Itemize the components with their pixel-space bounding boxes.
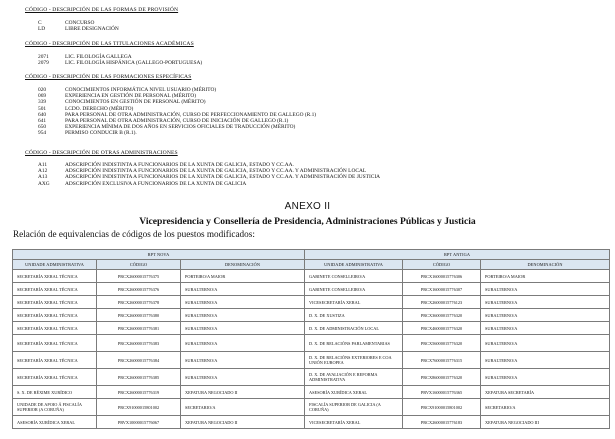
cell-unidade-antiga: GABINETE CONSELLEIRO/A	[305, 283, 403, 296]
column-header-row	[13, 260, 610, 270]
table-row	[13, 309, 610, 322]
section-title-formaciones: CÓDIGO - DESCRIPCIÓN DE LAS FORMACIONES ESPECÍFICAS	[25, 74, 192, 80]
list-item: A12 ADSCRIPCIÓN INDISTINTA A FUNCIONARIOS DE LA XUNTA DE GALICIA, ESTADO Y CC.AA. Y ADMINISTRACIÓN LOCAL	[38, 168, 367, 175]
cell-denominacion-antiga: SECRETARIO/A	[481, 399, 610, 416]
cell-denominacion-antiga: SUBALTERNO/A	[481, 322, 610, 335]
cell-denominacion-antiga: XEFATURA SECRETARÍA	[481, 386, 610, 399]
list-item: 2071 LIC. FILOLOGÍA GALLEGA	[38, 54, 132, 60]
anexo-subtitle: Vicepresidencia y Consellería de Presidencia, Administraciones Públicas y Justicia	[139, 216, 476, 227]
cell-codigo-antiga: PRCX16000015776306	[403, 270, 481, 283]
cell-unidade-antiga: VICESECRETARÍA XERAL	[305, 416, 403, 429]
cell-unidade-nova: S. X. DE RÉXIME XURÍDICO	[13, 386, 97, 399]
list-item: 641 PARA PERSONAL DE OTRA ADMINISTRACIÓN, CURSO DE INICIACIÓN DE GALLEGO (R.1)	[38, 118, 289, 125]
cell-denominacion-nova: SUBALTERNO/A	[181, 369, 305, 386]
cell-denominacion-antiga: XEFATURA NEGOCIADO III	[481, 416, 610, 429]
cell-denominacion-nova: SUBALTERNO/A	[181, 296, 305, 309]
cell-unidade-nova: SECRETARÍA XERAL TÉCNICA	[13, 335, 97, 352]
list-item: 2079 LIC. FILOLOGÍA HISPÁNICA (GALLEGO-PORTUGUESA)	[38, 60, 203, 67]
cell-unidade-nova: SECRETARÍA XERAL TÉCNICA	[13, 309, 97, 322]
table-row	[13, 399, 610, 416]
cell-unidade-nova: SECRETARÍA XERAL TÉCNICA	[13, 369, 97, 386]
cell-denominacion-antiga: SUBALTERNO/A	[481, 296, 610, 309]
list-item: 069 EXPERIENCIA EN GESTIÓN DE PERSONAL (MÉRITO)	[38, 93, 197, 100]
cell-codigo-antiga: PRCX91000015801002	[403, 399, 481, 416]
section-title-titulaciones: CÓDIGO - DESCRIPCIÓN DE LAS TITULACIONES ACADÉMICAS	[25, 41, 194, 47]
cell-denominacion-nova: PORTEIRO/A MAIOR	[181, 270, 305, 283]
cell-unidade-nova: ASESORÍA XURÍDICA XERAL	[13, 416, 97, 429]
cell-unidade-nova: SECRETARÍA XERAL TÉCNICA	[13, 352, 97, 369]
formaciones-list	[38, 87, 316, 137]
cell-unidade-antiga: VICESECRETARÍA XERAL	[305, 296, 403, 309]
cell-unidade-antiga: D. X. DE RELACIÓNS EXTERIORES E COA UNIÓN EUROPEA	[305, 352, 403, 369]
table-row	[13, 296, 610, 309]
cell-codigo-nova: PRCX26000015776383	[97, 335, 181, 352]
anexo-title: ANEXO II	[284, 201, 331, 212]
cell-codigo-nova: PRCX26000015776385	[97, 369, 181, 386]
list-item: 020 CONOCIMIENTOS INFORMÁTICA NIVEL USUARIO (MÉRITO)	[38, 87, 217, 93]
cell-unidade-nova: UNIDADE DE APOIO Á FISCALÍA SUPERIOR (A CORUÑA)	[13, 399, 97, 416]
cell-codigo-antiga: PRCX36000015776320	[403, 309, 481, 322]
cell-denominacion-nova: SUBALTERNO/A	[181, 335, 305, 352]
cell-codigo-nova: PRVX10000015776067	[97, 416, 181, 429]
cell-codigo-nova: PRCX91000015801002	[97, 399, 181, 416]
list-item: AXG ADSCRIPCIÓN EXCLUSIVA A FUNCIONARIOS DE LA XUNTA DE GALICIA	[38, 180, 247, 187]
table-row	[13, 369, 610, 386]
cell-denominacion-antiga: SUBALTERNO/A	[481, 352, 610, 369]
anexo-intro: Relación de equivalencias de códigos de los puestos modificados:	[13, 229, 255, 239]
cell-unidade-nova: SECRETARÍA XERAL TÉCNICA	[13, 296, 97, 309]
cell-unidade-antiga: D. X. DE ADMINISTRACIÓN LOCAL	[305, 322, 403, 335]
table-row	[13, 386, 610, 399]
cell-denominacion-nova: SECRETARIO/A	[181, 399, 305, 416]
cell-codigo-nova: PRCX26000015776378	[97, 296, 181, 309]
cell-denominacion-antiga: PORTEIRO/A MAIOR	[481, 270, 610, 283]
cell-denominacion-nova: XEFATURA NEGOCIADO II	[181, 386, 305, 399]
cell-codigo-antiga: PRCX56000015776320	[403, 335, 481, 352]
column-header: CÓDIGO	[97, 260, 181, 270]
cell-codigo-nova: PRCX26000015776380	[97, 309, 181, 322]
list-item: A11 ADSCRIPCIÓN INDISTINTA A FUNCIONARIOS DE LA XUNTA DE GALICIA, ESTADO Y CC.AA.	[38, 162, 294, 168]
table-row	[13, 322, 610, 335]
section-title-provision: CÓDIGO - DESCRIPCIÓN DE LAS FORMAS DE PROVISIÓN	[25, 7, 179, 13]
cell-codigo-nova: PRCX26000015776375	[97, 270, 181, 283]
list-item: 339 CONOCIMIENTOS EN GESTIÓN DE PERSONAL (MÉRITO)	[38, 99, 206, 106]
cell-codigo-antiga: PRCX86000015776320	[403, 369, 481, 386]
cell-codigo-nova: PRCX26000015776381	[97, 322, 181, 335]
cell-denominacion-antiga: SUBALTERNO/A	[481, 283, 610, 296]
cell-codigo-antiga: PRCX16000015776307	[403, 283, 481, 296]
administraciones-list	[38, 162, 380, 187]
list-item: A13 ADSCRIPCIÓN INDISTINTA A FUNCIONARIOS DE LA XUNTA DE GALICIA, ESTADO Y CC.AA. Y ADMINISTRACIÓN DE JUSTICIA	[38, 174, 381, 181]
column-header: UNIDADE ADMINISTRATIVA	[305, 260, 403, 270]
cell-unidade-antiga: FISCALÍA SUPERIOR DE GALICIA (A CORUÑA)	[305, 399, 403, 416]
cell-unidade-antiga: D. X. DE RELACIÓNS PARLAMENTARIAS	[305, 335, 403, 352]
list-item: 954 PERMISO CONDUCIR B (R.1).	[38, 130, 137, 137]
list-item: 650 EXPERIENCIA MÍNIMA DE DOS AÑOS EN SERVICIOS OFICIALES DE TRADUCCIÓN (MÉRITO)	[38, 124, 296, 131]
cell-denominacion-antiga: SUBALTERNO/A	[481, 335, 610, 352]
provision-list	[38, 20, 119, 32]
cell-codigo-antiga: PRVX16000015776365	[403, 386, 481, 399]
cell-denominacion-nova: SUBALTERNO/A	[181, 322, 305, 335]
cell-denominacion-antiga: SUBALTERNO/A	[481, 309, 610, 322]
table-row	[13, 283, 610, 296]
list-item: LD LIBRE DESIGNACIÓN	[38, 26, 119, 33]
list-item: C CONCURSO	[38, 20, 95, 26]
list-item: 501 LCDO. DERECHO (MÉRITO)	[38, 105, 134, 112]
column-header: DENOMINACIÓN	[181, 260, 305, 270]
cell-codigo-antiga: PRCX76000015776315	[403, 352, 481, 369]
cell-unidade-antiga: ASESORÍA XURÍDICA XERAL	[305, 386, 403, 399]
table-row	[13, 270, 610, 283]
cell-denominacion-antiga: SUBALTERNO/A	[481, 369, 610, 386]
cell-unidade-antiga: D. X. DE XUSTIZA	[305, 309, 403, 322]
column-header: DENOMINACIÓN	[481, 260, 610, 270]
cell-codigo-antiga: PRCX26000015776123	[403, 296, 481, 309]
cell-unidade-antiga: GABINETE CONSELLEIRO/A	[305, 270, 403, 283]
cell-denominacion-nova: XEFATURA NEGOCIADO II	[181, 416, 305, 429]
group-header-rpt-antiga: RPT ANTIGA	[305, 250, 610, 260]
cell-codigo-nova: PRCX26000015776384	[97, 352, 181, 369]
cell-unidade-nova: SECRETARÍA XERAL TÉCNICA	[13, 322, 97, 335]
equivalences-table	[12, 249, 610, 429]
column-header: UNIDADE ADMINISTRATIVA	[13, 260, 97, 270]
cell-codigo-antiga: PRCX26000015776183	[403, 416, 481, 429]
titulaciones-list	[38, 54, 202, 66]
table-row	[13, 416, 610, 429]
cell-codigo-nova: PRCX26000015776376	[97, 283, 181, 296]
cell-unidade-nova: SECRETARÍA XERAL TÉCNICA	[13, 270, 97, 283]
cell-unidade-nova: SECRETARÍA XERAL TÉCNICA	[13, 283, 97, 296]
group-header-rpt-nova: RPT NOVA	[13, 250, 305, 260]
table-row	[13, 335, 610, 352]
list-item: 640 PARA PERSONAL DE OTRA ADMINISTRACIÓN, CURSO DE PERFECCIONAMIENTO DE GALLEGO (R.1)	[38, 111, 317, 118]
cell-denominacion-nova: SUBALTERNO/A	[181, 309, 305, 322]
section-title-administraciones: CÓDIGO - DESCRIPCIÓN DE OTRAS ADMINISTRACIONES	[25, 150, 178, 156]
column-header: CÓDIGO	[403, 260, 481, 270]
cell-codigo-nova: PRCX26000015776319	[97, 386, 181, 399]
cell-denominacion-nova: SUBALTERNO/A	[181, 283, 305, 296]
cell-codigo-antiga: PRCX46000015776320	[403, 322, 481, 335]
group-header-row	[13, 250, 610, 260]
table-row	[13, 352, 610, 369]
cell-denominacion-nova: SUBALTERNO/A	[181, 352, 305, 369]
cell-unidade-antiga: D. X. DE AVALIACIÓN E REFORMA ADMINISTRATIVA	[305, 369, 403, 386]
